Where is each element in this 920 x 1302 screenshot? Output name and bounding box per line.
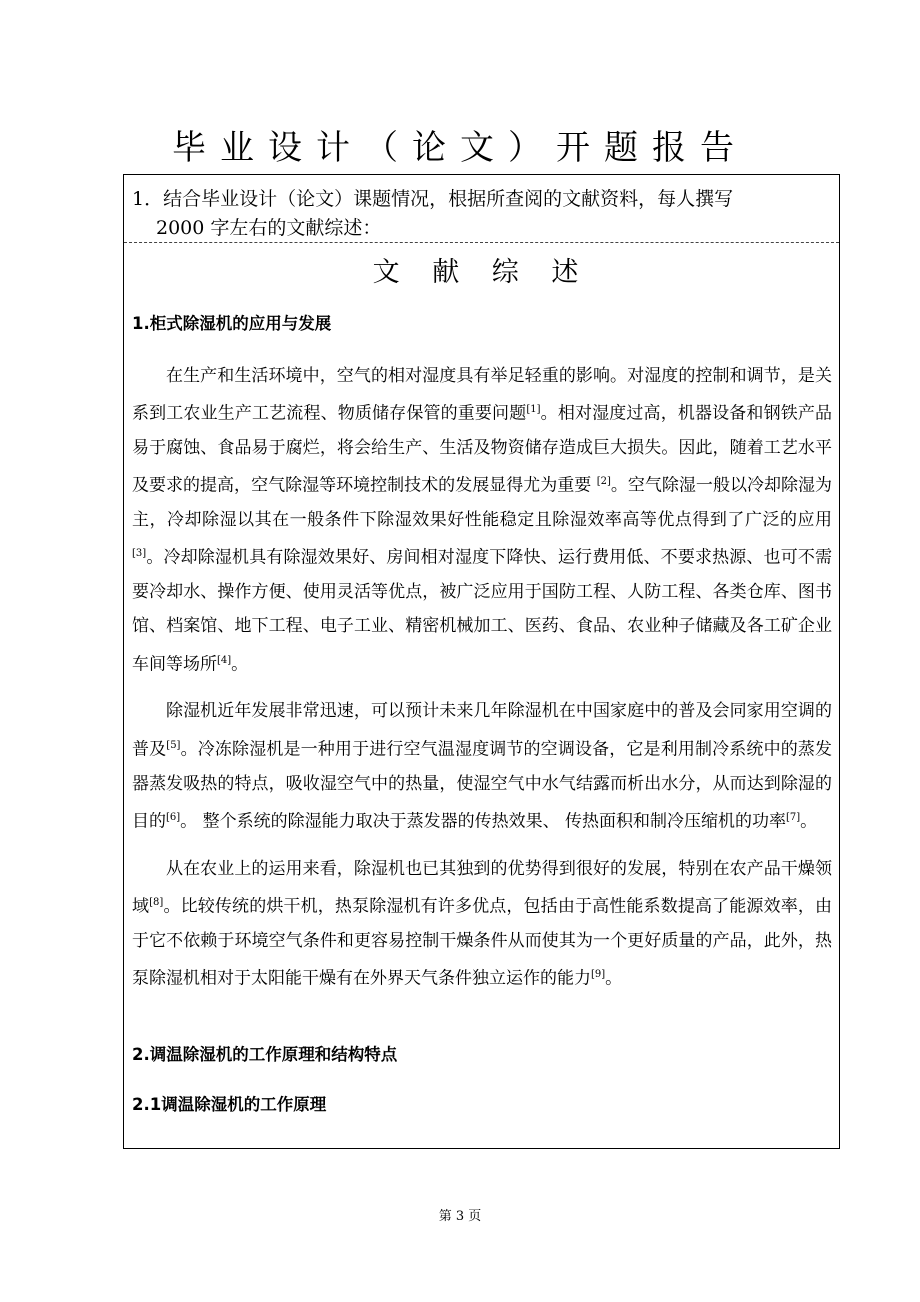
p3-text-b: 。比较传统的烘干机，热泵除湿机有许多优点，包括由于高性能系数提高了能源效率，由于它不依赖于环境空气条件和更容易控制干燥条件从而使其为一个更好质量的产品，此外，热泵除湿机相对于太阳能干燥有在外界天气条件独立运作的能力	[132, 896, 833, 989]
p2-text-d: 。	[800, 811, 818, 832]
report-frame	[123, 174, 840, 1149]
section-2-1-heading: 2.1调温除湿机的工作原理	[132, 1094, 327, 1114]
prompt-line-2: 2000 字左右的文献综述：	[156, 217, 382, 239]
prompt-text	[132, 185, 832, 243]
p1-text-d: 。冷却除湿机具有除湿效果好、房间相对湿度下降快、运行费用低、不要求热源、也可不需要冷却水、操作方便、使用灵活等优点，被广泛应用于国防工程、人防工程、各类仓库、图书馆、档案馆、地下工程、电子工业、精密机械加工、医药、食品、农业种子储藏及各工矿企业车间等场所	[132, 547, 832, 675]
page-number: 第 3 页	[438, 1209, 482, 1224]
prompt-line-1: 1．结合毕业设计（论文）课题情况，根据所查阅的文献资料，每人撰写	[132, 188, 734, 210]
page-title: 毕业设计（论文）开题报告	[172, 128, 748, 168]
citation-1: [1]	[526, 404, 541, 416]
section-1-heading: 1.柜式除湿机的应用与发展	[132, 314, 332, 333]
p1-text-b: 。相对湿度过高，机器设备和钢铁产品易于腐蚀、食品易于腐烂，将会给生产、生活及物资储存造成巨大损失。因此，随着工艺水平及要求的提高，空气除湿等环境控制技术的发展显得尤为重要	[132, 403, 833, 496]
spacer	[132, 996, 832, 1030]
citation-2: [2]	[596, 476, 611, 488]
paragraph-1	[132, 359, 832, 681]
p1-text-c: 。空气除湿一般以冷却除湿为主，冷却除湿以其在一般条件下除湿效果好性能稳定且除湿效率高等优点得到了广泛的应用	[132, 475, 833, 531]
p2-text-a: 除湿机近年发展非常迅速，可以预计未来几年除湿机在中国家庭中的普及会同家用空调的普及	[132, 701, 832, 760]
dashed-divider	[124, 242, 839, 243]
p2-text-c: 。 整个系统的除湿能力取决于蒸发器的传热效果、 传热面积和制冷压缩机的功率	[180, 811, 786, 832]
citation-8: [8]	[149, 896, 164, 908]
p2-text-b: 。冷冻除湿机是一种用于进行空气温湿度调节的空调设备，它是利用制冷系统中的蒸发器蒸发吸热的特点，吸收湿空气中的热量，使湿空气中水气结露而析出水分，从而达到除湿的目的	[132, 739, 833, 832]
section-2-heading: 2.调温除湿机的工作原理和结构特点	[132, 1044, 398, 1064]
citation-5: [5]	[166, 739, 181, 751]
literature-review-heading: 文 献 综 述	[372, 257, 591, 288]
p1-text-e: 。	[231, 654, 249, 675]
paragraph-3	[132, 852, 832, 996]
citation-6: [6]	[166, 811, 181, 823]
p3-text-c: 。	[605, 968, 623, 989]
review-body	[132, 299, 832, 1130]
p3-text-a: 从在农业上的运用来看，除湿机也已其独到的优势得到很好的发展，特别在农产品干燥领域	[132, 858, 832, 917]
citation-9: [9]	[591, 968, 606, 980]
citation-3: [3]	[132, 548, 147, 560]
citation-4: [4]	[217, 654, 232, 666]
paragraph-2	[132, 694, 832, 838]
p1-text-a: 在生产和生活环境中，空气的相对湿度具有举足轻重的影响。对湿度的控制和调节，是关系到工农业生产工艺流程、物质储存保管的重要问题	[132, 366, 832, 424]
citation-7: [7]	[785, 811, 801, 823]
